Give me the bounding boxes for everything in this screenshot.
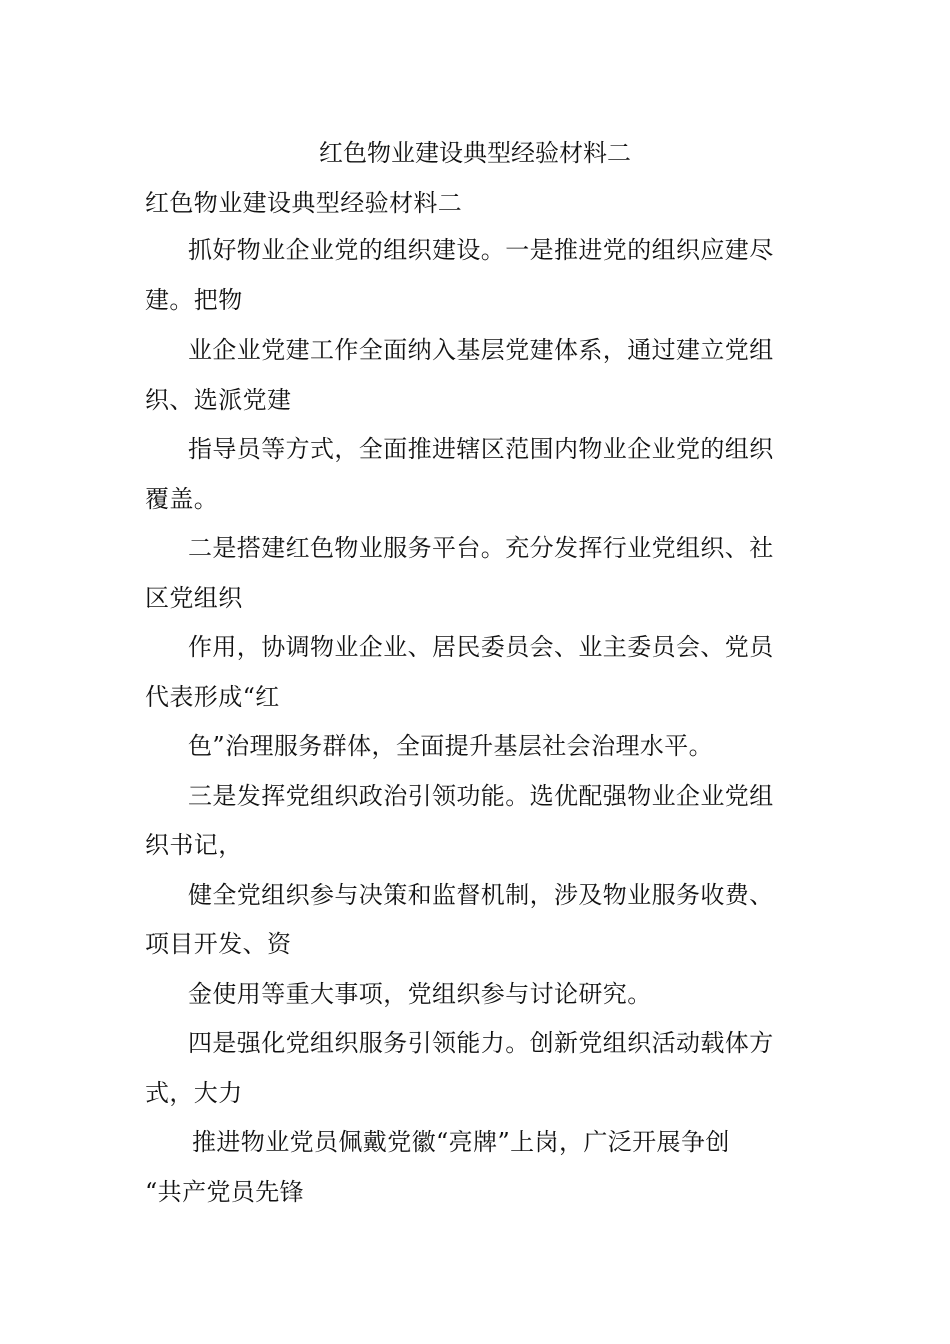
paragraph-line: 作用，协调物业企业、居民委员会、业主委员会、党员 [188,633,774,661]
paragraph-line: 二是搭建红色物业服务平台。充分发挥行业党组织、社 [188,534,774,562]
paragraph-line: 式，大力 [145,1079,243,1107]
paragraph-line: 推进物业党员佩戴党徽“亮牌”上岗，广泛开展争创 [192,1128,730,1156]
paragraph-line: 覆盖。 [145,485,219,513]
paragraph-line: 代表形成“红 [145,683,280,711]
paragraph-line: 色”治理服务群体，全面提升基层社会治理水平。 [188,732,714,760]
paragraph-line: 红色物业建设典型经验材料二 [145,189,463,217]
paragraph-line: 指导员等方式，全面推进辖区范围内物业企业党的组织 [188,435,774,463]
paragraph-line: 四是强化党组织服务引领能力。创新党组织活动载体方 [188,1029,774,1057]
paragraph-line: “共产党员先锋 [145,1178,305,1206]
paragraph-line: 建。把物 [145,286,243,314]
paragraph-line: 织、选派党建 [145,386,292,414]
paragraph-line: 健全党组织参与决策和监督机制，涉及物业服务收费、 [188,881,774,909]
paragraph-line: 三是发挥党组织政治引领功能。选优配强物业企业党组 [188,782,774,810]
paragraph-line: 项目开发、资 [145,930,292,958]
paragraph-line: 业企业党建工作全面纳入基层党建体系，通过建立党组 [188,336,774,364]
paragraph-line: 区党组织 [145,584,243,612]
paragraph-line: 抓好物业企业党的组织建设。一是推进党的组织应建尽 [188,236,774,264]
document-title: 红色物业建设典型经验材料二 [319,139,631,167]
paragraph-line: 金使用等重大事项，党组织参与讨论研究。 [188,980,652,1008]
paragraph-line: 织书记， [145,831,243,859]
